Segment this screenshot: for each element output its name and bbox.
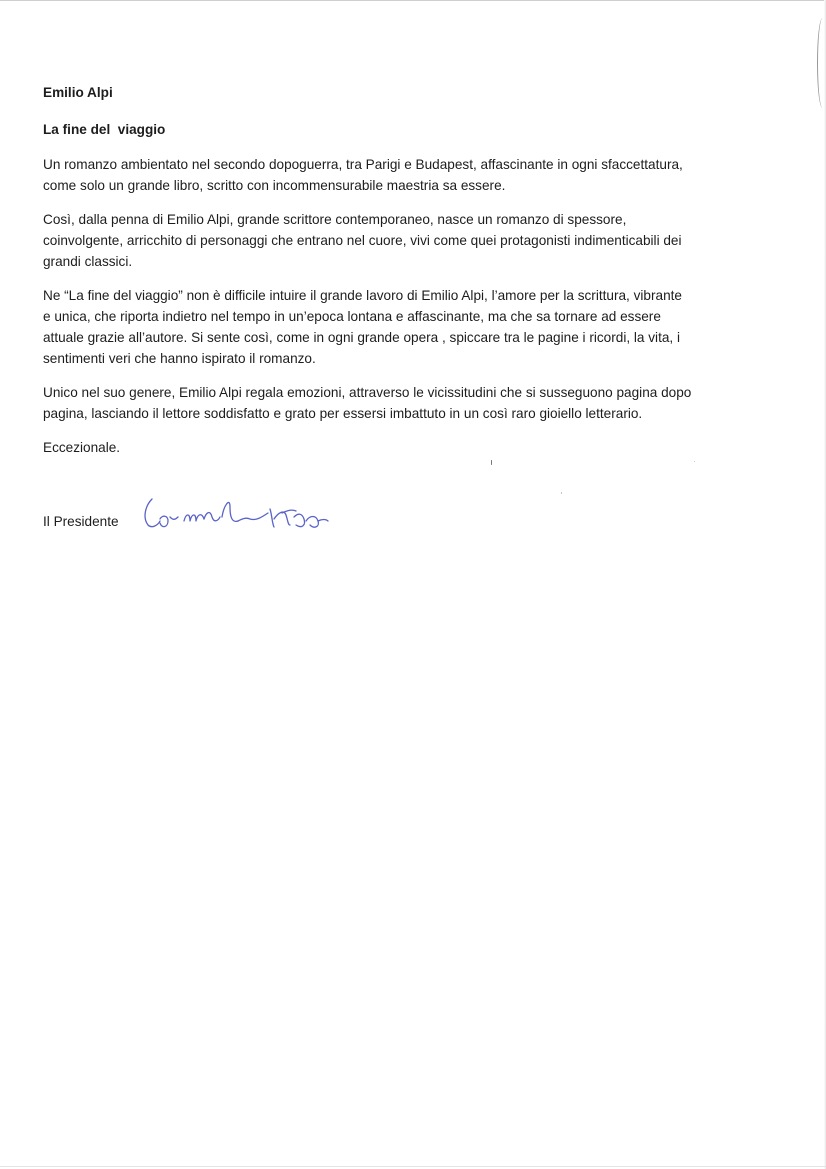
closing-remark: Eccezionale.	[43, 440, 121, 455]
paragraph-4: Unico nel suo genere, Emilio Alpi regala emozioni, attraverso le vicissitudini che si susseguono pagina dopo pagina, lasciando il lettore soddisfatto e grato per essersi imbattuto in un così raro gioiello letterario.	[43, 385, 692, 421]
scan-edge-bottom	[0, 1166, 826, 1167]
scan-speck	[694, 461, 695, 462]
paragraph-2: Così, dalla penna di Emilio Alpi, grande scrittore contemporaneo, nasce un romanzo di spessore, coinvolgente, arricchito di personaggi che entrano nel cuore, vivi come quei protagonisti indimenticabili dei grandi classici.	[43, 212, 682, 269]
paragraph-1: Un romanzo ambientato nel secondo dopoguerra, tra Parigi e Budapest, affascinante in ogni sfaccettatura, come solo un grande libro, scritto con incommensurabile maestria sa essere.	[43, 157, 683, 193]
scan-speck	[491, 460, 492, 465]
scan-page-curl	[817, 18, 826, 108]
scan-speck	[561, 492, 562, 494]
document-body	[43, 82, 723, 458]
handwritten-signature	[138, 491, 338, 541]
author-name: Emilio Alpi	[43, 85, 113, 100]
book-title: La fine del viaggio	[43, 122, 166, 137]
scan-edge-top	[0, 0, 826, 1]
paragraph-3: Ne “La fine del viaggio” non è difficile intuire il grande lavoro di Emilio Alpi, l’amore per la scrittura, vibrante e unica, che riporta indietro nel tempo in un’epoca lontana e affascinante, ma che sa tornare ad essere attuale grazie all’autore. Si sente così, come in ogni grande opera , spiccare tra le pagine i ricordi, la vita, i sentimenti veri che hanno ispirato il romanzo.	[43, 288, 682, 366]
signature-label: Il Presidente	[43, 514, 119, 529]
